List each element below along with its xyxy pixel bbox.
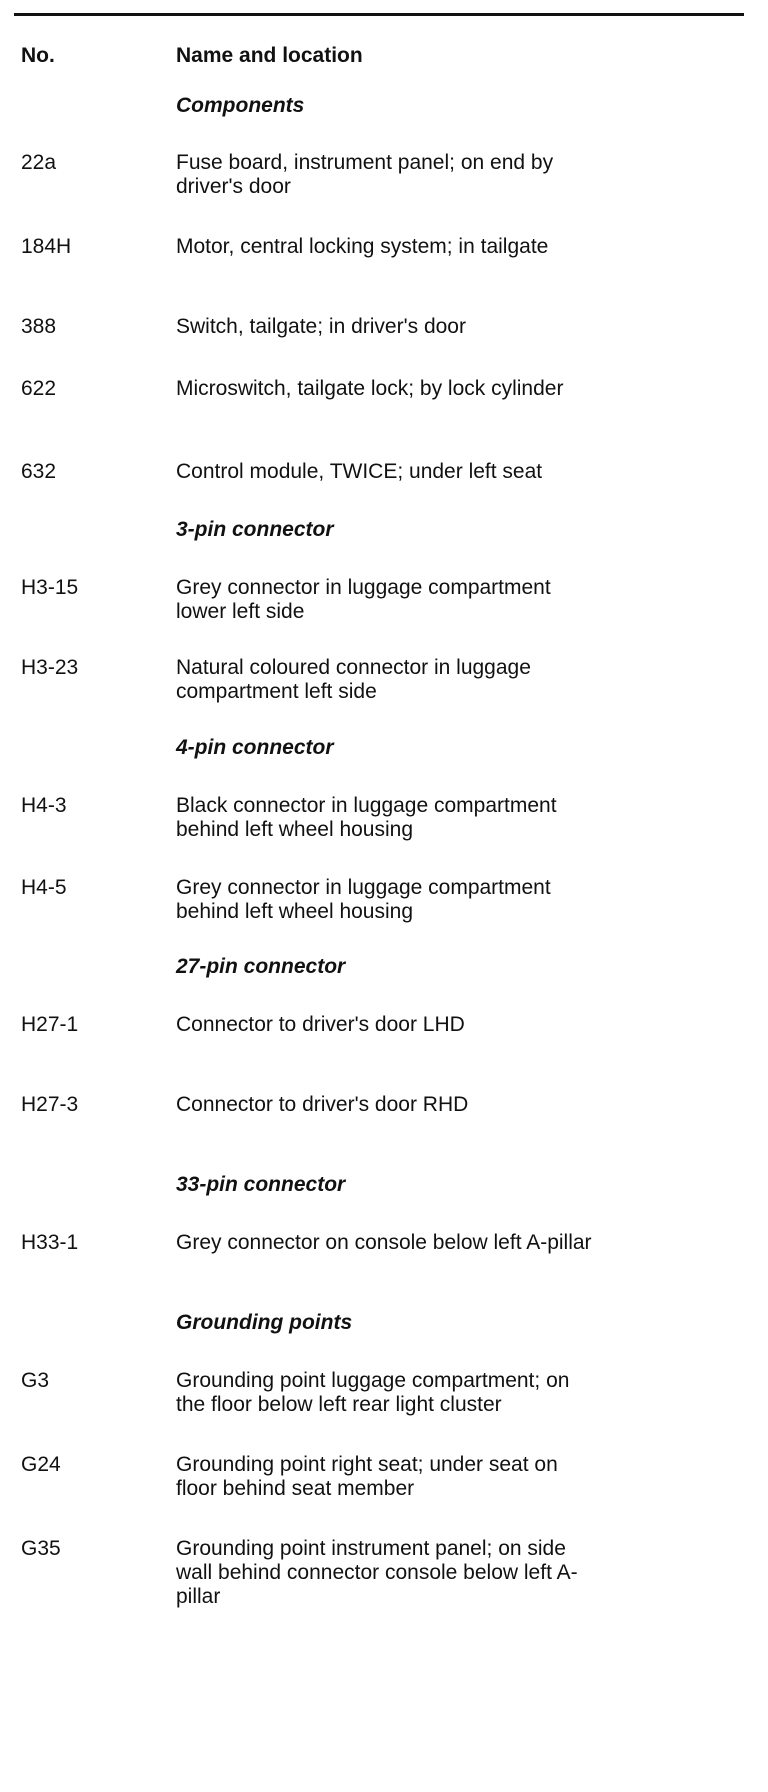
table-header (21, 44, 721, 68)
section-spacer (21, 1311, 176, 1335)
section-heading (21, 955, 345, 979)
table-row (21, 576, 721, 624)
section-heading (21, 736, 334, 760)
section-heading (21, 518, 334, 542)
top-rule (14, 13, 744, 16)
row-name-location: Grey connector in luggage compartment lower left side (176, 576, 551, 623)
table-row (21, 1537, 721, 1609)
header-no: No. (21, 44, 55, 67)
section-heading (21, 94, 304, 118)
section-spacer (21, 955, 176, 979)
section-spacer (21, 94, 176, 118)
row-name-location: Motor, central locking system; in tailgate (176, 235, 549, 258)
table-row (21, 315, 721, 339)
table-row (21, 794, 721, 842)
component-table (21, 44, 721, 1608)
row-number: G3 (21, 1369, 50, 1392)
row-number: H27-3 (21, 1093, 79, 1116)
row-name-location: Connector to driver's door RHD (176, 1093, 469, 1116)
table-row (21, 235, 721, 259)
row-number: H3-23 (21, 656, 79, 679)
row-number: 622 (21, 377, 57, 400)
row-number: 632 (21, 460, 57, 483)
section-title: Grounding points (176, 1311, 353, 1334)
row-name-location: Switch, tailgate; in driver's door (176, 315, 466, 338)
section-title: Components (176, 94, 305, 117)
row-name-location: Connector to driver's door LHD (176, 1013, 465, 1036)
table-row (21, 876, 721, 924)
row-name-location: Grounding point right seat; under seat on floor behind seat member (176, 1453, 558, 1500)
row-number: G35 (21, 1537, 61, 1560)
row-name-location: Black connector in luggage compartment behind left wheel housing (176, 794, 557, 841)
section-spacer (21, 1173, 176, 1197)
table-row (21, 1013, 721, 1037)
section-title: 27-pin connector (176, 955, 346, 978)
row-number: 22a (21, 151, 57, 174)
table-row (21, 1453, 721, 1501)
table-row (21, 656, 721, 704)
section-title: 33-pin connector (176, 1173, 346, 1196)
section-heading (21, 1173, 345, 1197)
row-name-location: Control module, TWICE; under left seat (176, 460, 543, 483)
row-number: H27-1 (21, 1013, 79, 1036)
row-name-location: Grounding point instrument panel; on side wall behind connector console below left A-pillar (176, 1537, 578, 1608)
table-row (21, 151, 721, 199)
header-name: Name and location (176, 44, 363, 67)
row-name-location: Fuse board, instrument panel; on end by driver's door (176, 151, 554, 198)
row-name-location: Grey connector on console below left A-pillar (176, 1231, 592, 1254)
section-heading (21, 1311, 352, 1335)
section-title: 4-pin connector (176, 736, 334, 759)
row-number: G24 (21, 1453, 61, 1476)
row-number: H4-5 (21, 876, 67, 899)
row-name-location: Grounding point luggage compartment; on the floor below left rear light cluster (176, 1369, 570, 1416)
section-spacer (21, 518, 176, 542)
section-spacer (21, 736, 176, 760)
row-name-location: Microswitch, tailgate lock; by lock cylinder (176, 377, 564, 400)
table-row (21, 1093, 721, 1117)
table-row (21, 377, 721, 401)
row-number: H33-1 (21, 1231, 79, 1254)
table-row (21, 460, 721, 484)
section-title: 3-pin connector (176, 518, 334, 541)
table-row (21, 1231, 721, 1255)
row-number: H4-3 (21, 794, 67, 817)
row-number: 388 (21, 315, 57, 338)
row-name-location: Natural coloured connector in luggage compartment left side (176, 656, 531, 703)
table-row (21, 1369, 721, 1417)
row-number: H3-15 (21, 576, 79, 599)
row-name-location: Grey connector in luggage compartment behind left wheel housing (176, 876, 551, 923)
row-number: 184H (21, 235, 72, 258)
